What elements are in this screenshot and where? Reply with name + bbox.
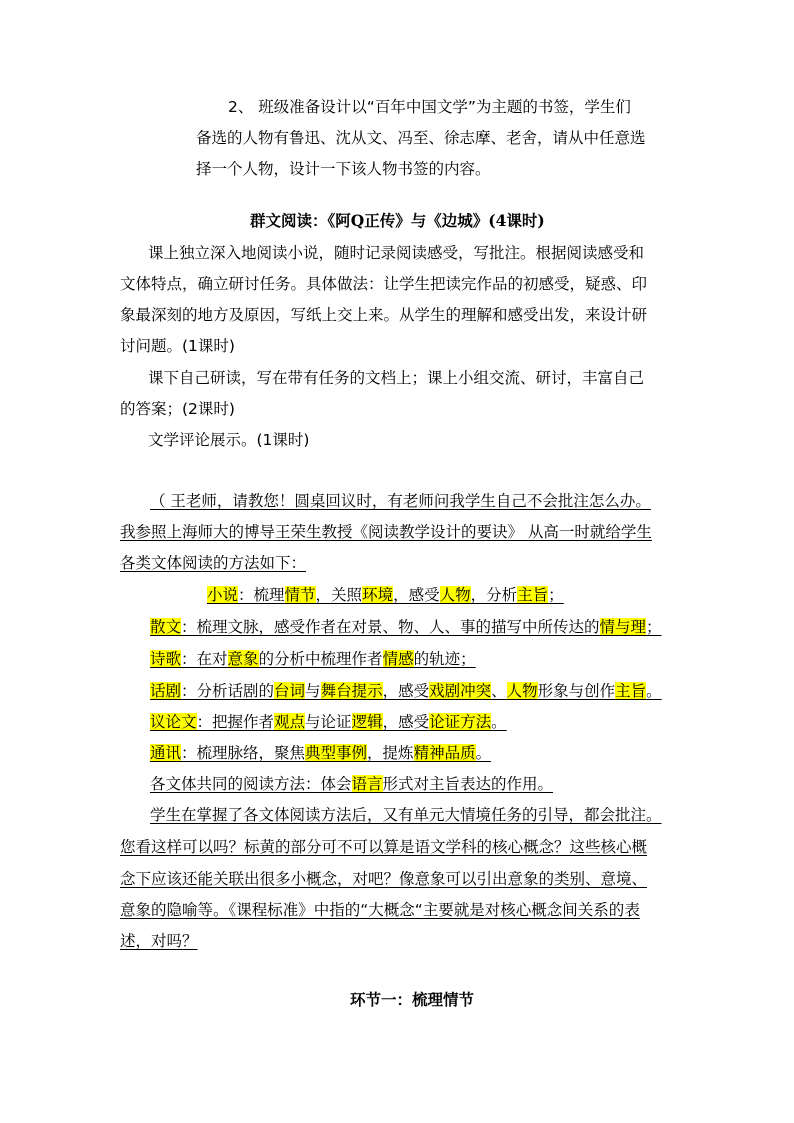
genre-label: 话剧 <box>150 682 182 700</box>
genre-drama: 话剧：分析话剧的台词与舞台提示，感受戏剧冲突、人物形象与创作主旨。 <box>150 682 662 700</box>
genre-label: 小说 <box>207 586 239 604</box>
closing-line-3: 念下应该还能关联出很多小概念，对吧？像意象可以引出意象的类别、意境、 <box>120 870 648 888</box>
paragraph1-line-4: 讨问题。(1课时) <box>120 337 235 355</box>
common-method: 各文体共同的阅读方法：体会语言形式对主旨表达的作用。 <box>150 775 554 793</box>
paragraph2-line-2: 的答案；(2课时) <box>120 400 235 418</box>
paragraph1-line-2: 文体特点，确立研讨任务。具体做法：让学生把读完作品的初感受，疑惑、印 <box>120 275 648 293</box>
genre-label: 散文 <box>150 618 182 636</box>
closing-line-4: 意象的隐喻等。《课程标准》中指的“大概念“主要就是对核心概念间关系的表 <box>120 901 640 919</box>
genre-novel: 小说：梳理情节，关照环境，感受人物，分析主旨； <box>207 586 564 604</box>
genre-label: 诗歌 <box>150 650 182 668</box>
closing-line-1: 学生在掌握了各文体阅读方法后，又有单元大情境任务的引导，都会批注。 <box>150 806 662 824</box>
comment-intro-line-2: 我参照上海师大的博导王荣生教授《阅读教学设计的要诀》 从高一时就给学生 <box>120 523 652 541</box>
question-line-3: 择一个人物，设计一下该人物书签的内容。 <box>196 160 491 178</box>
closing-line-5: 述，对吗？ <box>120 932 198 950</box>
genre-label: 通讯 <box>150 744 182 762</box>
comment-intro-line-1: （ 王老师，请教您！圆桌回议时，有老师问我学生自己不会批注怎么办。 <box>150 492 651 510</box>
paragraph1-line-3: 象最深刻的地方及原因，写纸上交上来。从学生的理解和感受出发，来设计研 <box>120 306 648 324</box>
genre-argument: 议论文：把握作者观点与论证逻辑，感受论证方法。 <box>150 713 507 731</box>
genre-poetry: 诗歌：在对意象的分析中梳理作者情感的轨迹； <box>150 650 476 668</box>
comment-intro-line-3: 各类文体阅读的方法如下： <box>120 554 307 572</box>
paragraph3: 文学评论展示。(1课时) <box>148 431 310 449</box>
genre-label: 议论文 <box>150 713 197 731</box>
paragraph2-line-1: 课下自己研读，写在带有任务的文档上；课上小组交流、研讨，丰富自己 <box>148 369 645 387</box>
step-title: 环节一：梳理情节 <box>350 990 475 1009</box>
genre-prose: 散文：梳理文脉，感受作者在对景、物、人、事的描写中所传达的情与理； <box>150 618 662 636</box>
paragraph1-line-1: 课上独立深入地阅读小说，随时记录阅读感受，写批注。根据阅读感受和 <box>148 244 645 262</box>
question-line-1: 2、 班级准备设计以“百年中国文学”为主题的书签，学生们 <box>228 98 631 116</box>
section-title: 群文阅读：《阿Q正传》与《边城》(4课时) <box>250 211 545 230</box>
closing-line-2: 您看这样可以吗？标黄的部分可不可以算是语文学科的核心概念？这些核心概 <box>120 838 648 856</box>
question-line-2: 备选的人物有鲁迅、沈从文、冯至、徐志摩、老舍，请从中任意选 <box>196 129 646 147</box>
genre-news: 通讯：梳理脉络，聚焦典型事例，提炼精神品质。 <box>150 744 492 762</box>
